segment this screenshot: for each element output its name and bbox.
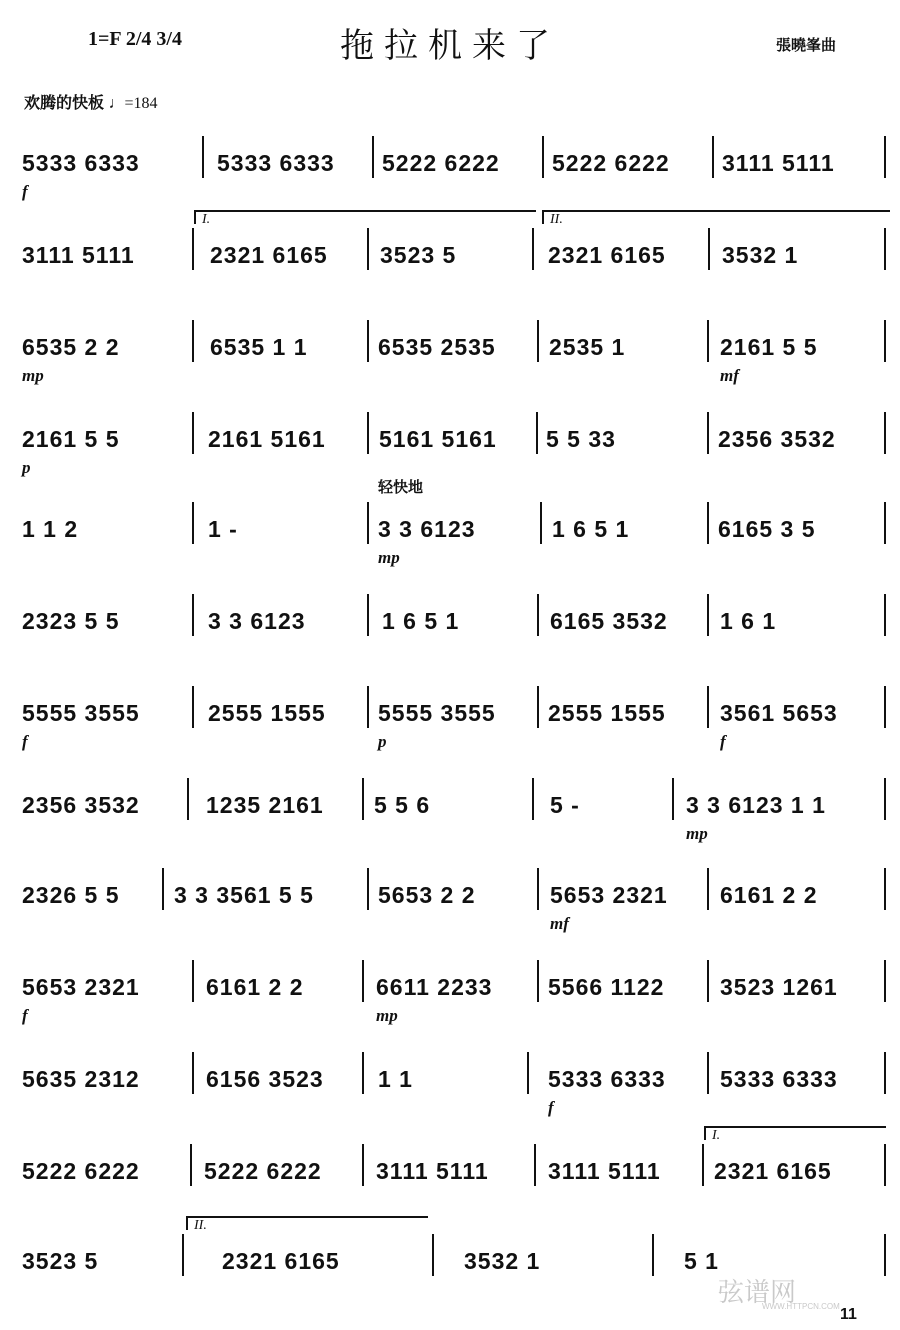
measure-notes: 3532 1 [722,242,799,268]
barline [707,320,709,362]
barline [537,960,539,1002]
dynamic-marking: mf [720,366,739,385]
measure-notes: 5 5 33 [546,426,616,452]
barline [537,868,539,910]
barline [367,412,369,454]
barline [367,502,369,544]
volta-label: I. [712,1128,721,1143]
volta-bracket [542,210,890,227]
measure-notes: 6156 3523 [206,1066,324,1092]
measure-notes: 3 3 6123 [208,608,306,634]
measure-notes: 6165 3 5 [718,516,816,542]
measure-notes: 2161 5161 [208,426,326,452]
barline [707,868,709,910]
dynamic-marking: f [720,732,726,751]
dynamic-marking: mp [686,824,708,843]
measure-notes: 5653 2321 [550,882,668,908]
measure-notes: 2321 6165 [210,242,328,268]
barline [536,412,538,454]
measure-notes: 1235 2161 [206,792,324,818]
measure-notes: 5222 6222 [22,1158,140,1184]
barline [884,1234,886,1276]
measure-notes: 2555 1555 [208,700,326,726]
measure-notes: 2323 5 5 [22,608,120,634]
barline [162,868,164,910]
barline [707,412,709,454]
barline [537,320,539,362]
barline [192,594,194,636]
barline [884,594,886,636]
barline [884,136,886,178]
measure-notes: 2356 3532 [718,426,836,452]
dynamic-marking: mp [376,1006,398,1025]
measure-notes: 1 6 1 [720,608,777,634]
barline [712,136,714,178]
measure-notes: 5333 6333 [217,150,335,176]
page-number: 11 [840,1306,857,1323]
barline [432,1234,434,1276]
tempo-change: 轻快地 [378,479,424,496]
barline [532,228,534,270]
page-title: 拖拉机来了 [340,26,560,66]
measure-notes: 2326 5 5 [22,882,120,908]
barline [192,228,194,270]
barline [884,686,886,728]
measure-notes: 3523 5 [380,242,457,268]
composer: 張曉峯曲 [776,37,837,54]
score-row [22,852,888,938]
barline [362,1052,364,1094]
barline [537,594,539,636]
volta-label: I. [202,212,211,227]
measure-notes: 2161 5 5 [720,334,818,360]
score-row [22,944,888,1030]
measure-notes: 5222 6222 [204,1158,322,1184]
barline [884,778,886,820]
score-row [22,304,888,390]
measure-notes: 3523 5 [22,1248,99,1274]
barline [367,228,369,270]
barline [884,228,886,270]
barline [540,502,542,544]
barline [362,960,364,1002]
barline [192,502,194,544]
dynamic-marking: mp [378,548,400,567]
measure-notes: 5222 6222 [382,150,500,176]
score-row [22,479,888,572]
score-row [22,120,888,206]
barline [192,320,194,362]
volta-bracket [704,1126,886,1143]
measure-notes: 6161 2 2 [720,882,818,908]
barline [372,136,374,178]
barline [537,686,539,728]
dynamic-marking: f [22,732,28,751]
measure-notes: 6161 2 2 [206,974,304,1000]
barline [182,1234,184,1276]
barline [532,778,534,820]
measure-notes: 2321 6165 [222,1248,340,1274]
measure-notes: 5653 2 2 [378,882,476,908]
barline [884,1144,886,1186]
measure-notes: 5635 2312 [22,1066,140,1092]
barline [362,1144,364,1186]
measure-notes: 2321 6165 [548,242,666,268]
barline [367,594,369,636]
measure-notes: 6535 2 2 [22,334,120,360]
dynamic-marking: mf [550,914,569,933]
barline [187,778,189,820]
barline [367,686,369,728]
measure-notes: 5161 5161 [379,426,497,452]
measure-notes: 6165 3532 [550,608,668,634]
measure-notes: 1 6 5 1 [552,516,630,542]
tempo-text: 欢腾的快板 [24,95,105,112]
measure-notes: 1 6 5 1 [382,608,460,634]
barline [884,412,886,454]
measure-notes: 3 3 6123 [378,516,476,542]
dynamic-marking: f [548,1098,554,1117]
barline [542,136,544,178]
volta-bracket [186,1216,428,1233]
barline [652,1234,654,1276]
score-row [22,762,888,848]
dynamic-marking: f [22,182,28,201]
watermark-url: WWW.HTTPCN.COM [762,1302,840,1311]
barline [707,594,709,636]
measure-notes: 6535 2535 [378,334,496,360]
barline [708,228,710,270]
measure-notes: 3532 1 [464,1248,541,1274]
measure-notes: 3523 1261 [720,974,838,1000]
volta-label: II. [194,1218,207,1233]
measure-notes: 5555 3555 [378,700,496,726]
barline [362,778,364,820]
score-row [22,578,888,664]
volta-bracket [194,210,536,227]
key-signature: 1=F 2/4 3/4 [88,28,182,50]
barline [884,320,886,362]
barline [884,502,886,544]
tempo-bpm: ♩=184 [108,95,158,112]
measure-notes: 3 3 3561 5 5 [174,882,314,908]
measure-notes: 2161 5 5 [22,426,120,452]
barline [534,1144,536,1186]
barline [527,1052,529,1094]
measure-notes: 6611 2233 [376,974,493,1000]
measure-notes: 3111 5111 [376,1158,489,1184]
barline [884,960,886,1002]
measure-notes: 1 - [208,516,238,542]
measure-notes: 2356 3532 [22,792,140,818]
measure-notes: 5333 6333 [548,1066,666,1092]
score-row [22,1036,888,1122]
measure-notes: 3111 5111 [22,242,135,268]
score-row [22,1128,888,1214]
volta-label: II. [550,212,563,227]
measure-notes: 3111 5111 [548,1158,661,1184]
measure-notes: 2555 1555 [548,700,666,726]
score-row [22,670,888,756]
barline [367,320,369,362]
barline [672,778,674,820]
measure-notes: 1 1 2 [22,516,79,542]
barline [884,868,886,910]
measure-notes: 3561 5653 [720,700,838,726]
barline [884,1052,886,1094]
barline [707,1052,709,1094]
measure-notes: 1 1 [378,1066,413,1092]
score-row [22,212,888,298]
barline [192,412,194,454]
barline [707,960,709,1002]
measure-notes: 5333 6333 [720,1066,838,1092]
measure-notes: 3 3 6123 1 1 [686,792,826,818]
measure-notes: 5 - [550,792,580,818]
barline [702,1144,704,1186]
barline [707,502,709,544]
barline [190,1144,192,1186]
score-row [22,396,888,482]
measure-notes: 5 5 6 [374,792,431,818]
measure-notes: 5653 2321 [22,974,140,1000]
measure-notes: 3111 5111 [722,150,835,176]
measure-notes: 5 1 [684,1248,719,1274]
measure-notes: 5222 6222 [552,150,670,176]
dynamic-marking: f [22,1006,28,1025]
measure-notes: 6535 1 1 [210,334,308,360]
barline [192,960,194,1002]
measure-notes: 5555 3555 [22,700,140,726]
measure-notes: 5566 1122 [548,974,665,1000]
barline [367,868,369,910]
dynamic-marking: p [22,458,31,477]
barline [192,1052,194,1094]
measure-notes: 5333 6333 [22,150,140,176]
dynamic-marking: p [378,732,387,751]
watermark: 弦谱网 [718,1277,797,1307]
tempo-marking [24,90,158,113]
dynamic-marking: mp [22,366,44,385]
barline [192,686,194,728]
measure-notes: 2321 6165 [714,1158,832,1184]
barline [707,686,709,728]
measure-notes: 2535 1 [549,334,626,360]
barline [202,136,204,178]
